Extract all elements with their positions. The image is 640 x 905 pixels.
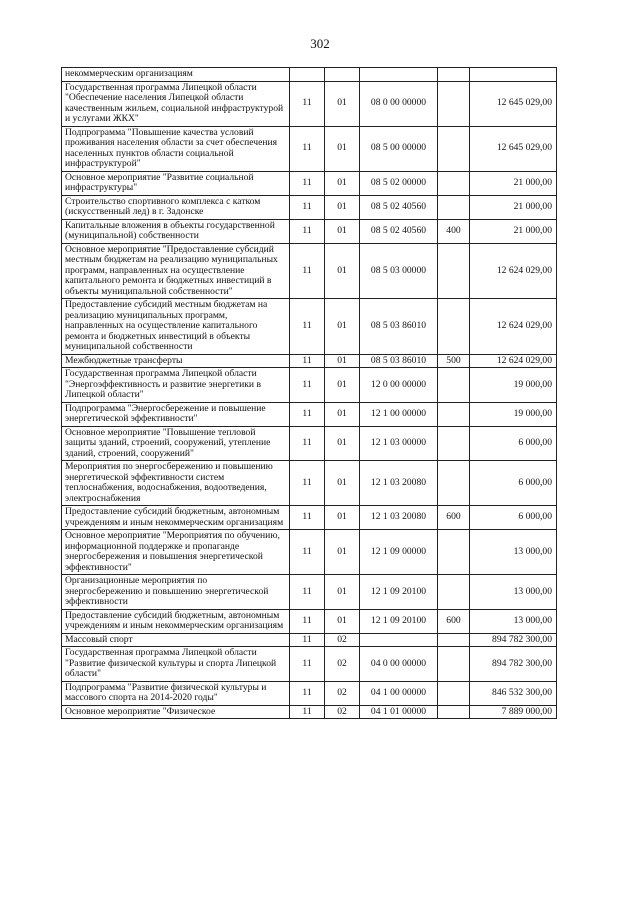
target-article-code: 12 1 03 20080 [360,461,438,506]
row-name: Мероприятия по энергосбережению и повышению энергетической эффективности систем теплоснабжения, водоснабжения, водоотведения, электроснабжения [62,461,290,506]
expense-type-code [438,705,470,719]
amount: 6 000,00 [470,461,557,506]
section-code: 11 [290,243,325,299]
target-article-code: 12 1 03 00000 [360,426,438,461]
target-article-code: 08 5 00 00000 [360,126,438,171]
subsection-code: 01 [325,461,360,506]
section-code: 11 [290,426,325,461]
expense-type-code: 600 [438,506,470,530]
expense-type-code [438,243,470,299]
subsection-code: 01 [325,219,360,243]
table-row [62,171,557,195]
amount: 6 000,00 [470,506,557,530]
row-name: Капитальные вложения в объекты государственной (муниципальной) собственности [62,219,290,243]
expense-type-code [438,126,470,171]
section-code [290,68,325,82]
table-row [62,126,557,171]
section-code: 11 [290,609,325,633]
target-article-code: 12 1 00 00000 [360,402,438,426]
target-article-code: 08 5 02 40560 [360,195,438,219]
page-number: 302 [310,36,330,51]
row-name: Государственная программа Липецкой области "Обеспечение населения Липецкой области качественным жильем, социальной инфраструктурой и услугами ЖКХ" [62,81,290,126]
subsection-code: 01 [325,126,360,171]
expense-type-code [438,647,470,682]
subsection-code: 01 [325,243,360,299]
table-row [62,681,557,705]
table-row [62,530,557,575]
row-name: Государственная программа Липецкой области "Энергоэффективность и развитие энергетики в Липецкой области" [62,368,290,403]
subsection-code: 01 [325,195,360,219]
subsection-code: 01 [325,530,360,575]
table-row [62,633,557,647]
target-article-code: 12 1 09 20100 [360,575,438,610]
section-code: 11 [290,171,325,195]
section-code: 11 [290,354,325,368]
table-row [62,705,557,719]
section-code: 11 [290,506,325,530]
expense-type-code [438,368,470,403]
table-row [62,647,557,682]
expense-type-code [438,402,470,426]
row-name: Подпрограмма "Развитие физической культуры и массового спорта на 2014-2020 годы" [62,681,290,705]
table-row [62,299,557,355]
section-code: 11 [290,530,325,575]
row-name: Основное мероприятие "Развитие социальной инфраструктуры" [62,171,290,195]
subsection-code: 01 [325,368,360,403]
target-article-code [360,68,438,82]
target-article-code: 08 5 03 00000 [360,243,438,299]
expense-type-code: 600 [438,609,470,633]
expense-type-code [438,68,470,82]
row-name: Основное мероприятие "Физическое [62,705,290,719]
amount: 6 000,00 [470,426,557,461]
subsection-code: 01 [325,575,360,610]
section-code: 11 [290,195,325,219]
row-name: Строительство спортивного комплекса с катком (искусственный лед) в г. Задонске [62,195,290,219]
expense-type-code [438,81,470,126]
target-article-code: 08 0 00 00000 [360,81,438,126]
section-code: 11 [290,81,325,126]
subsection-code: 01 [325,426,360,461]
table-row [62,219,557,243]
amount: 13 000,00 [470,530,557,575]
row-name: Подпрограмма "Повышение качества условий проживания населения области за счет обеспечения населенных пунктов области социальной инфраструктурой" [62,126,290,171]
subsection-code: 02 [325,681,360,705]
subsection-code: 01 [325,506,360,530]
subsection-code: 02 [325,633,360,647]
section-code: 11 [290,461,325,506]
expense-type-code [438,195,470,219]
subsection-code: 01 [325,299,360,355]
amount [470,68,557,82]
row-name: Подпрограмма "Энергосбережение и повышение энергетической эффективности" [62,402,290,426]
subsection-code: 02 [325,647,360,682]
section-code: 11 [290,647,325,682]
budget-table-body [62,68,557,719]
section-code: 11 [290,575,325,610]
table-row [62,402,557,426]
target-article-code: 04 1 01 00000 [360,705,438,719]
expense-type-code [438,426,470,461]
row-name: Массовый спорт [62,633,290,647]
amount: 19 000,00 [470,402,557,426]
section-code: 11 [290,681,325,705]
subsection-code: 02 [325,705,360,719]
target-article-code: 12 1 09 00000 [360,530,438,575]
target-article-code: 08 5 03 86010 [360,299,438,355]
amount: 21 000,00 [470,171,557,195]
expense-type-code [438,575,470,610]
target-article-code: 12 0 00 00000 [360,368,438,403]
amount: 21 000,00 [470,219,557,243]
target-article-code: 08 5 02 40560 [360,219,438,243]
target-article-code: 08 5 03 86010 [360,354,438,368]
table-row [62,368,557,403]
section-code: 11 [290,705,325,719]
row-name: Предоставление субсидий бюджетным, автономным учреждениям и иным некоммерческим организациям [62,609,290,633]
expense-type-code [438,461,470,506]
subsection-code: 01 [325,354,360,368]
amount: 846 532 300,00 [470,681,557,705]
expense-type-code [438,530,470,575]
target-article-code [360,633,438,647]
section-code: 11 [290,368,325,403]
table-row [62,609,557,633]
section-code: 11 [290,126,325,171]
amount: 13 000,00 [470,609,557,633]
table-row [62,81,557,126]
table-row [62,506,557,530]
amount: 13 000,00 [470,575,557,610]
target-article-code: 04 0 00 00000 [360,647,438,682]
target-article-code: 12 1 03 20080 [360,506,438,530]
expense-type-code [438,171,470,195]
row-name: Предоставление субсидий бюджетным, автономным учреждениям и иным некоммерческим организациям [62,506,290,530]
table-row [62,575,557,610]
amount: 19 000,00 [470,368,557,403]
row-name: Государственная программа Липецкой области "Развитие физической культуры и спорта Липецкой области" [62,647,290,682]
subsection-code: 01 [325,171,360,195]
amount: 12 624 029,00 [470,354,557,368]
section-code: 11 [290,402,325,426]
table-row [62,68,557,82]
section-code: 11 [290,633,325,647]
section-code: 11 [290,299,325,355]
section-code: 11 [290,219,325,243]
row-name: Предоставление субсидий местным бюджетам на реализацию муниципальных программ, направленных на осуществление капитального ремонта и бюджетных инвестиций в объекты муниципальной собственности [62,299,290,355]
expense-type-code: 500 [438,354,470,368]
amount: 894 782 300,00 [470,633,557,647]
subsection-code: 01 [325,609,360,633]
target-article-code: 12 1 09 20100 [360,609,438,633]
amount: 12 624 029,00 [470,299,557,355]
expense-type-code [438,633,470,647]
subsection-code [325,68,360,82]
table-row [62,354,557,368]
table-row [62,461,557,506]
row-name: Основное мероприятие "Мероприятия по обучению, информационной поддержке и пропаганде энергосбережения и повышения энергетической эффективности" [62,530,290,575]
amount: 12 645 029,00 [470,81,557,126]
expense-type-code [438,681,470,705]
expense-type-code [438,299,470,355]
target-article-code: 04 1 00 00000 [360,681,438,705]
row-name: Основное мероприятие "Повышение тепловой защиты зданий, строений, сооружений, утепление зданий, строений, сооружений" [62,426,290,461]
subsection-code: 01 [325,81,360,126]
table-row [62,195,557,219]
amount: 12 645 029,00 [470,126,557,171]
expense-type-code: 400 [438,219,470,243]
budget-table [61,67,557,719]
amount: 7 889 000,00 [470,705,557,719]
amount: 21 000,00 [470,195,557,219]
row-name: Организационные мероприятия по энергосбережению и повышению энергетической эффективности [62,575,290,610]
amount: 12 624 029,00 [470,243,557,299]
row-name: Межбюджетные трансферты [62,354,290,368]
table-row [62,426,557,461]
amount: 894 782 300,00 [470,647,557,682]
row-name: Основное мероприятие "Предоставление субсидий местным бюджетам на реализацию муниципальных программ, направленных на осуществление капитального ремонта и бюджетных инвестиций в объекты муниципальной собственности" [62,243,290,299]
target-article-code: 08 5 02 00000 [360,171,438,195]
table-row [62,243,557,299]
row-name: некоммерческим организациям [62,68,290,82]
subsection-code: 01 [325,402,360,426]
